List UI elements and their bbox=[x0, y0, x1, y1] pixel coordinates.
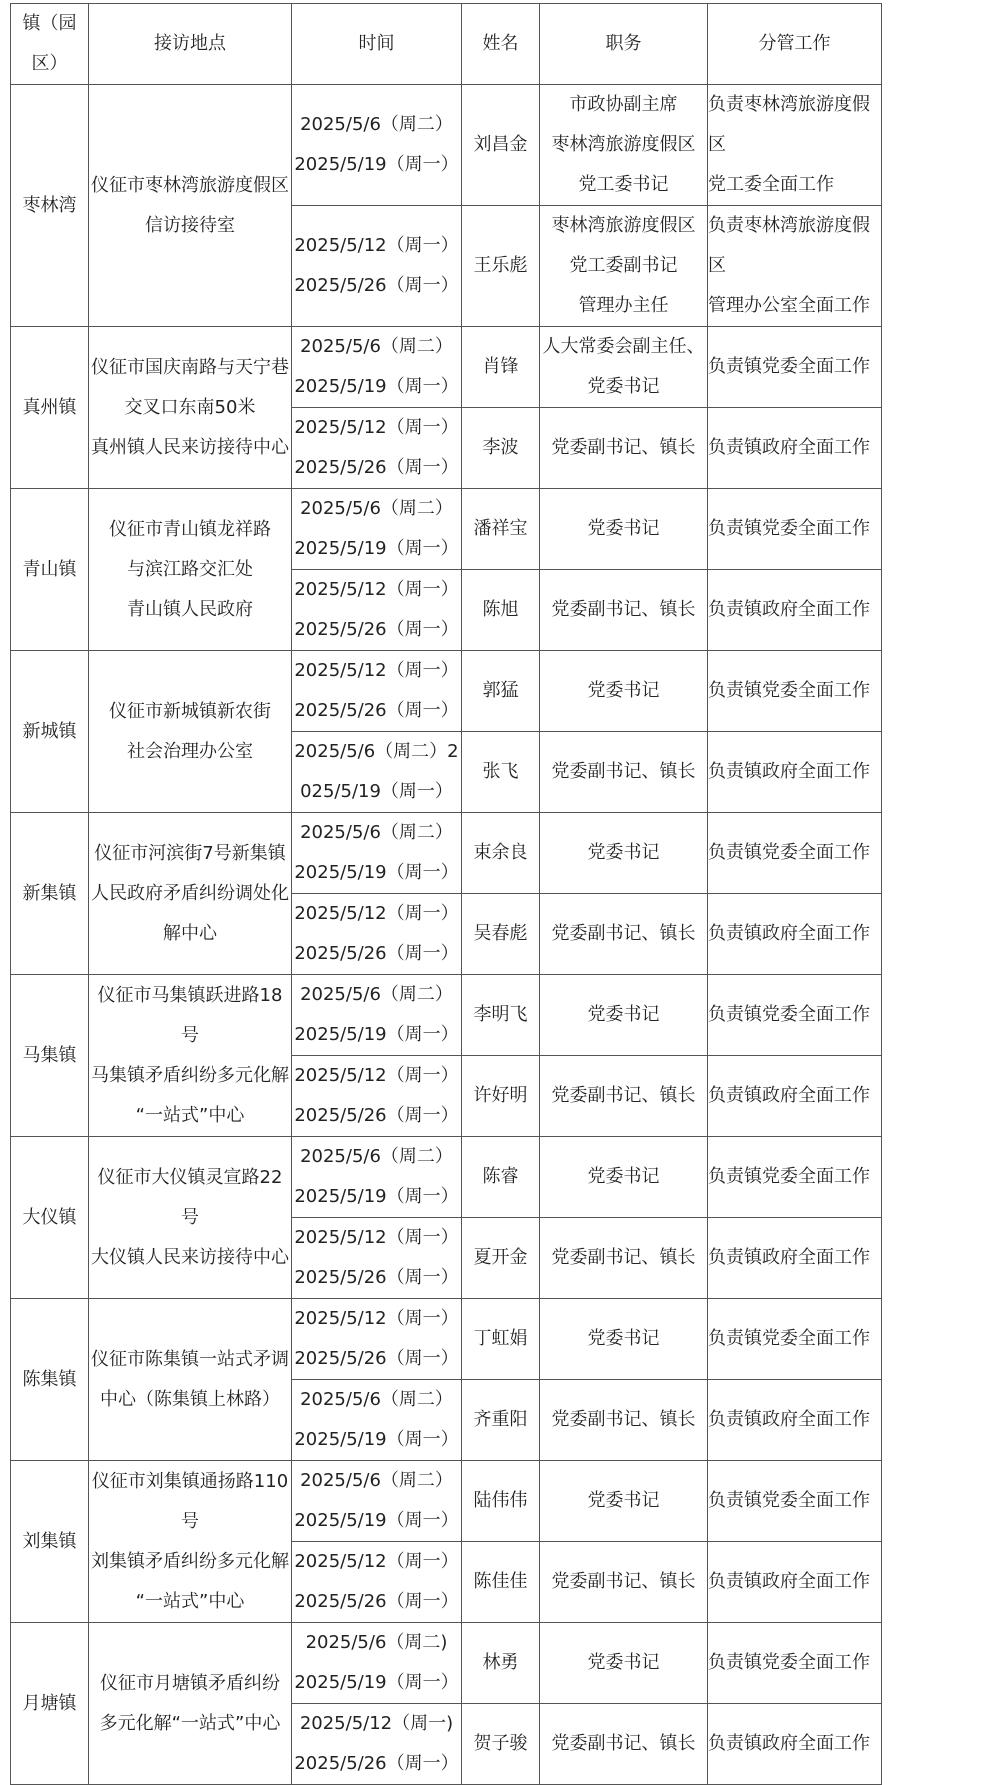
name-cell: 齐重阳 bbox=[462, 1380, 540, 1461]
date-cell-line: 2025/5/12（周一） bbox=[294, 1308, 459, 1329]
duties-cell-line: 负责镇政府全面工作 bbox=[708, 437, 870, 458]
title-cell bbox=[540, 813, 708, 894]
title-cell-line: 党委书记 bbox=[587, 376, 660, 397]
name-cell: 李明飞 bbox=[462, 975, 540, 1056]
date-cell-line: 2025/5/19（周一） bbox=[294, 1186, 459, 1207]
town-cell: 大仪镇 bbox=[11, 1137, 89, 1299]
table-row bbox=[11, 975, 882, 1056]
title-cell bbox=[540, 1218, 708, 1299]
duties-cell bbox=[708, 489, 882, 570]
title-cell bbox=[540, 1380, 708, 1461]
duties-cell bbox=[708, 408, 882, 489]
location-cell-line: 号 bbox=[181, 1510, 199, 1532]
date-cell-line: 2025/5/26（周一） bbox=[294, 1105, 459, 1126]
name-cell: 陆伟伟 bbox=[462, 1461, 540, 1542]
title-cell-line: 枣林湾旅游度假区 bbox=[551, 215, 696, 236]
title-cell bbox=[540, 1299, 708, 1380]
title-cell-line: 市政协副主席 bbox=[569, 94, 678, 115]
date-cell bbox=[292, 975, 462, 1056]
name-cell: 林勇 bbox=[462, 1623, 540, 1704]
duties-cell-line: 管理办公室全面工作 bbox=[708, 295, 870, 316]
date-cell bbox=[292, 1299, 462, 1380]
duties-cell bbox=[708, 1704, 882, 1785]
date-cell-line: 2025/5/26（周一） bbox=[294, 275, 459, 296]
location-cell-line: 信访接待室 bbox=[145, 214, 235, 236]
duties-cell bbox=[708, 975, 882, 1056]
title-cell-line: 人大常委会副主任、 bbox=[542, 336, 705, 357]
date-cell-line: 2025/5/12（周一） bbox=[294, 235, 459, 256]
duties-cell-line: 负责镇政府全面工作 bbox=[708, 1085, 870, 1106]
location-cell-line: 马集镇矛盾纠纷多元化解 bbox=[91, 1064, 289, 1086]
duties-cell bbox=[708, 1623, 882, 1704]
title-cell bbox=[540, 327, 708, 408]
duties-cell-line: 负责镇政府全面工作 bbox=[708, 1571, 870, 1592]
date-cell bbox=[292, 1461, 462, 1542]
name-cell: 潘祥宝 bbox=[462, 489, 540, 570]
town-cell: 青山镇 bbox=[11, 489, 89, 651]
duties-cell-line: 负责镇党委全面工作 bbox=[708, 356, 870, 377]
title-cell bbox=[540, 975, 708, 1056]
location-cell-line: 仪征市月塘镇矛盾纠纷 bbox=[100, 1672, 280, 1694]
table-row bbox=[11, 1461, 882, 1542]
duties-cell bbox=[708, 732, 882, 813]
duties-cell bbox=[708, 813, 882, 894]
location-cell bbox=[89, 1137, 292, 1299]
date-cell-line: 2025/5/19（周一） bbox=[294, 1672, 459, 1693]
title-cell-line: 党委副书记、镇长 bbox=[551, 1247, 696, 1268]
title-cell-line: 党委副书记、镇长 bbox=[551, 1409, 696, 1430]
title-cell-line: 党委副书记、镇长 bbox=[551, 599, 696, 620]
location-cell-line: 社会治理办公室 bbox=[127, 740, 253, 762]
date-cell-line: 2025/5/6（周二） bbox=[300, 336, 453, 357]
duties-cell bbox=[708, 1380, 882, 1461]
title-cell-line: 党委副书记、镇长 bbox=[551, 1571, 696, 1592]
date-cell-line: 2025/5/6（周二） bbox=[300, 1389, 453, 1410]
duties-cell-line: 负责镇政府全面工作 bbox=[708, 923, 870, 944]
date-cell bbox=[292, 1704, 462, 1785]
title-cell bbox=[540, 732, 708, 813]
date-cell bbox=[292, 1542, 462, 1623]
location-cell bbox=[89, 813, 292, 975]
table-row bbox=[11, 327, 882, 408]
duties-cell-line: 负责镇党委全面工作 bbox=[708, 1652, 870, 1673]
duties-cell-line: 负责枣林湾旅游度假 bbox=[708, 215, 870, 236]
date-cell bbox=[292, 813, 462, 894]
title-cell-line: 党委书记 bbox=[587, 1166, 660, 1187]
date-cell-line: 2025/5/26（周一） bbox=[294, 1591, 459, 1612]
duties-cell bbox=[708, 1542, 882, 1623]
header-duties: 分管工作 bbox=[708, 4, 882, 85]
location-cell-line: 仪征市新城镇新农街 bbox=[109, 700, 271, 722]
date-cell-line: 2025/5/26（周一） bbox=[294, 1753, 459, 1774]
title-cell bbox=[540, 1623, 708, 1704]
name-cell: 吴春彪 bbox=[462, 894, 540, 975]
date-cell-line: 2025/5/12（周一） bbox=[294, 579, 459, 600]
title-cell bbox=[540, 85, 708, 206]
location-cell bbox=[89, 975, 292, 1137]
date-cell-line: 2025/5/6（周二） bbox=[300, 1470, 453, 1491]
date-cell-line: 2025/5/12（周一） bbox=[294, 1065, 459, 1086]
date-cell-line: 2025/5/12（周一）2025/5/26（周一） bbox=[294, 660, 459, 721]
date-cell bbox=[292, 85, 462, 206]
title-cell-line: 党委书记 bbox=[587, 842, 660, 863]
title-cell bbox=[540, 894, 708, 975]
duties-cell-line: 负责枣林湾旅游度假 bbox=[708, 94, 870, 115]
location-cell-line: 大仪镇人民来访接待中心 bbox=[91, 1246, 289, 1268]
location-cell-line: 真州镇人民来访接待中心 bbox=[91, 436, 289, 458]
location-cell-line: 刘集镇矛盾纠纷多元化解 bbox=[91, 1550, 289, 1572]
location-cell-line: 交叉口东南50米 bbox=[124, 396, 256, 418]
name-cell: 张飞 bbox=[462, 732, 540, 813]
name-cell: 贺子骏 bbox=[462, 1704, 540, 1785]
date-cell-line: 2025/5/19（周一） bbox=[294, 1024, 459, 1045]
duties-cell bbox=[708, 1461, 882, 1542]
duties-cell-line: 区 bbox=[708, 255, 726, 276]
location-cell-line: 仪征市河滨街7号新集镇人民政府矛盾纠纷调处化解中心 bbox=[91, 842, 289, 944]
town-cell: 刘集镇 bbox=[11, 1461, 89, 1623]
table-row bbox=[11, 85, 882, 206]
name-cell: 肖锋 bbox=[462, 327, 540, 408]
date-cell-line: 2025/5/19（周一） bbox=[294, 862, 459, 883]
town-cell: 新集镇 bbox=[11, 813, 89, 975]
town-cell: 新城镇 bbox=[11, 651, 89, 813]
name-cell: 许好明 bbox=[462, 1056, 540, 1137]
duties-cell-line: 负责镇党委全面工作 bbox=[708, 1328, 870, 1349]
location-cell bbox=[89, 489, 292, 651]
duties-cell bbox=[708, 85, 882, 206]
title-cell bbox=[540, 489, 708, 570]
schedule-table-wrapper bbox=[10, 3, 882, 1785]
duties-cell-line: 负责镇党委全面工作 bbox=[708, 1490, 870, 1511]
header-title: 职务 bbox=[540, 4, 708, 85]
date-cell bbox=[292, 732, 462, 813]
town-cell: 真州镇 bbox=[11, 327, 89, 489]
location-cell-line: 多元化解“一站式”中心 bbox=[99, 1712, 281, 1734]
town-cell: 陈集镇 bbox=[11, 1299, 89, 1461]
location-cell-line: 仪征市青山镇龙祥路 bbox=[109, 518, 271, 540]
date-cell-line: 2025/5/12（周一） bbox=[294, 903, 459, 924]
duties-cell-line: 负责镇党委全面工作 bbox=[708, 1166, 870, 1187]
date-cell-line: 2025/5/26（周一） bbox=[294, 1267, 459, 1288]
title-cell bbox=[540, 206, 708, 327]
date-cell-line: 2025/5/6（周二） bbox=[300, 114, 453, 135]
location-cell-line: 与滨江路交汇处 bbox=[127, 558, 253, 580]
location-cell-line: 中心（陈集镇上林路） bbox=[100, 1388, 280, 1410]
duties-cell-line: 负责镇党委全面工作 bbox=[708, 1004, 870, 1025]
header-time: 时间 bbox=[292, 4, 462, 85]
table-row bbox=[11, 1299, 882, 1380]
location-cell-line: 仪征市枣林湾旅游度假区 bbox=[91, 174, 289, 196]
duties-cell-line: 负责镇政府全面工作 bbox=[708, 761, 870, 782]
location-cell bbox=[89, 1623, 292, 1785]
name-cell: 陈旭 bbox=[462, 570, 540, 651]
title-cell bbox=[540, 1137, 708, 1218]
date-cell bbox=[292, 327, 462, 408]
title-cell bbox=[540, 570, 708, 651]
duties-cell bbox=[708, 1218, 882, 1299]
title-cell-line: 党委副书记、镇长 bbox=[551, 437, 696, 458]
date-cell-line: 2025/5/19（周一） bbox=[294, 154, 459, 175]
title-cell bbox=[540, 1704, 708, 1785]
name-cell: 郭猛 bbox=[462, 651, 540, 732]
duties-cell-line: 负责镇政府全面工作 bbox=[708, 599, 870, 620]
date-cell-line: 2025/5/19（周一） bbox=[294, 1510, 459, 1531]
date-cell bbox=[292, 408, 462, 489]
title-cell bbox=[540, 408, 708, 489]
date-cell-line: 2025/5/6（周二）2025/5/19（周一） bbox=[294, 741, 459, 802]
title-cell-line: 党委书记 bbox=[587, 518, 660, 539]
date-cell-line: 2025/5/26（周一） bbox=[294, 1348, 459, 1369]
town-cell: 月塘镇 bbox=[11, 1623, 89, 1785]
header-location: 接访地点 bbox=[89, 4, 292, 85]
location-cell-line: 青山镇人民政府 bbox=[127, 598, 253, 620]
date-cell bbox=[292, 1218, 462, 1299]
date-cell-line: 2025/5/26（周一） bbox=[294, 457, 459, 478]
location-cell-line: 仪征市国庆南路与天宁巷 bbox=[91, 356, 289, 378]
duties-cell bbox=[708, 570, 882, 651]
header-name: 姓名 bbox=[462, 4, 540, 85]
location-cell-line: 仪征市陈集镇一站式矛调 bbox=[91, 1348, 289, 1370]
date-cell bbox=[292, 651, 462, 732]
date-cell bbox=[292, 1137, 462, 1218]
duties-cell bbox=[708, 1137, 882, 1218]
location-cell bbox=[89, 327, 292, 489]
date-cell-line: 2025/5/19（周一） bbox=[294, 1429, 459, 1450]
duties-cell bbox=[708, 206, 882, 327]
duties-cell-line: 负责镇政府全面工作 bbox=[708, 1409, 870, 1430]
name-cell: 陈睿 bbox=[462, 1137, 540, 1218]
title-cell-line: 党委副书记、镇长 bbox=[551, 761, 696, 782]
name-cell: 陈佳佳 bbox=[462, 1542, 540, 1623]
duties-cell-line: 负责镇党委全面工作 bbox=[708, 842, 870, 863]
title-cell bbox=[540, 651, 708, 732]
location-cell bbox=[89, 651, 292, 813]
date-cell-line: 2025/5/12（周一） bbox=[294, 417, 459, 438]
date-cell-line: 2025/5/6（周二） bbox=[300, 822, 453, 843]
date-cell-line: 2025/5/12（周一） bbox=[294, 1551, 459, 1572]
name-cell: 李波 bbox=[462, 408, 540, 489]
title-cell-line: 党委书记 bbox=[587, 1490, 660, 1511]
title-cell-line: 党工委书记 bbox=[578, 174, 669, 195]
duties-cell-line: 区 bbox=[708, 134, 726, 155]
title-cell-line: 党委书记 bbox=[587, 1004, 660, 1025]
location-cell-line: “一站式”中心 bbox=[135, 1590, 245, 1612]
date-cell-line: 2025/5/19（周一） bbox=[294, 376, 459, 397]
reception-schedule-table bbox=[10, 3, 882, 1785]
header-row bbox=[11, 4, 882, 85]
title-cell-line: 党委副书记、镇长 bbox=[551, 1085, 696, 1106]
date-cell bbox=[292, 1623, 462, 1704]
title-cell-line: 党委书记 bbox=[587, 680, 660, 701]
duties-cell bbox=[708, 327, 882, 408]
location-cell bbox=[89, 85, 292, 327]
table-row bbox=[11, 813, 882, 894]
town-cell: 枣林湾 bbox=[11, 85, 89, 327]
title-cell bbox=[540, 1461, 708, 1542]
duties-cell bbox=[708, 651, 882, 732]
name-cell: 束余良 bbox=[462, 813, 540, 894]
table-body bbox=[11, 85, 882, 1785]
date-cell-line: 2025/5/12（周一) bbox=[299, 1713, 454, 1734]
town-cell: 马集镇 bbox=[11, 975, 89, 1137]
duties-cell bbox=[708, 1299, 882, 1380]
table-row bbox=[11, 651, 882, 732]
table-row bbox=[11, 1623, 882, 1704]
duties-cell-line: 负责镇政府全面工作 bbox=[708, 1733, 870, 1754]
name-cell: 夏开金 bbox=[462, 1218, 540, 1299]
duties-cell bbox=[708, 894, 882, 975]
date-cell bbox=[292, 894, 462, 975]
title-cell-line: 党委副书记、镇长 bbox=[551, 1733, 696, 1754]
date-cell-line: 2025/5/6（周二） bbox=[300, 984, 453, 1005]
table-row bbox=[11, 1137, 882, 1218]
date-cell-line: 2025/5/6（周二) bbox=[305, 1632, 448, 1653]
title-cell-line: 管理办主任 bbox=[578, 295, 669, 316]
duties-cell bbox=[708, 1056, 882, 1137]
title-cell-line: 党委书记 bbox=[587, 1328, 660, 1349]
location-cell bbox=[89, 1299, 292, 1461]
name-cell: 刘昌金 bbox=[462, 85, 540, 206]
date-cell-line: 2025/5/12（周一） bbox=[294, 1227, 459, 1248]
title-cell-line: 枣林湾旅游度假区 bbox=[551, 134, 696, 155]
date-cell-line: 2025/5/6（周二） bbox=[300, 1146, 453, 1167]
duties-cell-line: 负责镇政府全面工作 bbox=[708, 1247, 870, 1268]
title-cell-line: 党委书记 bbox=[587, 1652, 660, 1673]
name-cell: 丁虹娟 bbox=[462, 1299, 540, 1380]
title-cell bbox=[540, 1056, 708, 1137]
location-cell-line: 仪征市马集镇跃进路18号 bbox=[97, 984, 283, 1046]
location-cell-line: “一站式”中心 bbox=[135, 1104, 245, 1126]
title-cell bbox=[540, 1542, 708, 1623]
date-cell bbox=[292, 206, 462, 327]
date-cell bbox=[292, 570, 462, 651]
duties-cell-line: 负责镇党委全面工作 bbox=[708, 680, 870, 701]
location-cell bbox=[89, 1461, 292, 1623]
name-cell: 王乐彪 bbox=[462, 206, 540, 327]
date-cell-line: 2025/5/19（周一） bbox=[294, 538, 459, 559]
date-cell-line: 2025/5/26（周一） bbox=[294, 619, 459, 640]
date-cell bbox=[292, 1380, 462, 1461]
title-cell-line: 党工委副书记 bbox=[569, 255, 678, 276]
date-cell bbox=[292, 1056, 462, 1137]
date-cell bbox=[292, 489, 462, 570]
duties-cell-line: 负责镇党委全面工作 bbox=[708, 518, 870, 539]
location-cell-line: 仪征市大仪镇灵宣路22号 bbox=[97, 1166, 283, 1228]
location-cell-line: 仪征市刘集镇通扬路110 bbox=[91, 1470, 289, 1492]
header-town: 镇（园区） bbox=[11, 4, 89, 85]
date-cell-line: 2025/5/6（周二） bbox=[300, 498, 453, 519]
date-cell-line: 2025/5/26（周一） bbox=[294, 943, 459, 964]
title-cell-line: 党委副书记、镇长 bbox=[551, 923, 696, 944]
duties-cell-line: 党工委全面工作 bbox=[708, 174, 834, 195]
table-row bbox=[11, 489, 882, 570]
